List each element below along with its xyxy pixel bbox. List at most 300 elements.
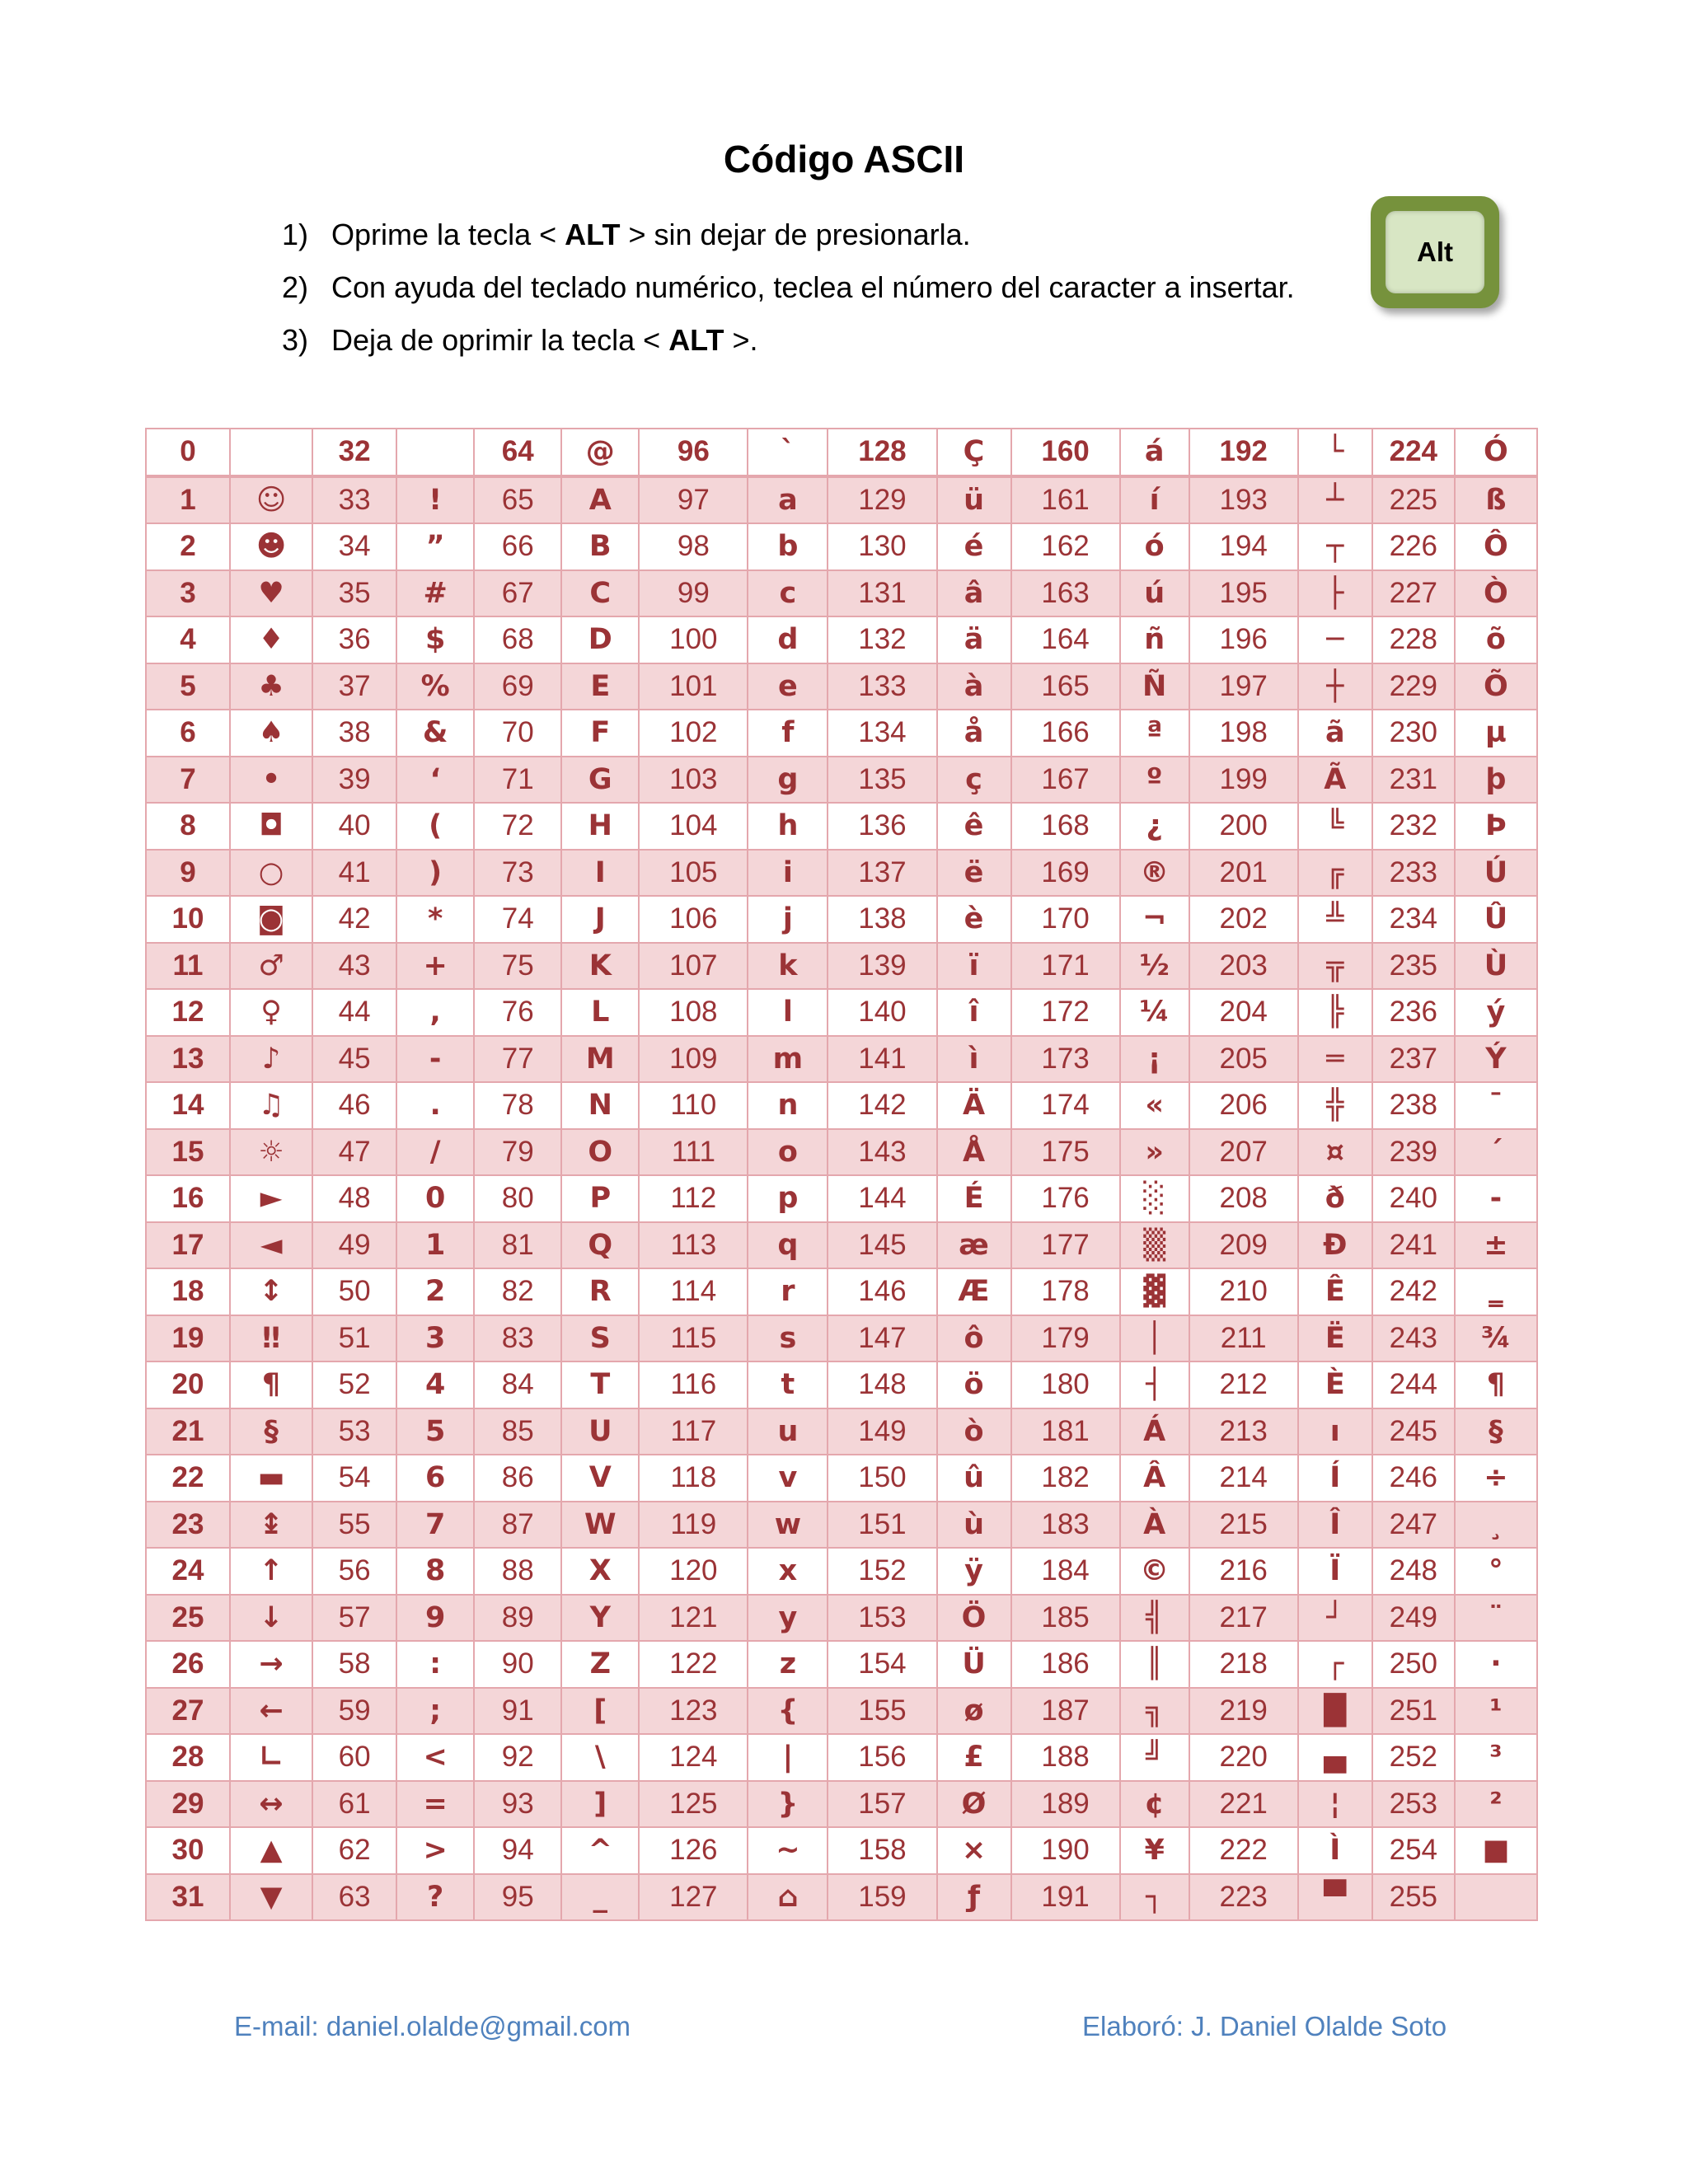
ascii-char-cell: ^ xyxy=(561,1827,639,1874)
table-row xyxy=(146,1408,1537,1455)
ascii-code-cell: 64 xyxy=(474,429,561,476)
ascii-code-cell: 20 xyxy=(146,1361,230,1408)
ascii-char-cell: ▄ xyxy=(1298,1734,1372,1781)
ascii-code-cell: 203 xyxy=(1189,943,1298,990)
ascii-code-cell: 72 xyxy=(474,803,561,850)
ascii-char-cell: y xyxy=(748,1595,828,1642)
ascii-code-cell: 123 xyxy=(639,1688,748,1735)
ascii-char-cell: Æ xyxy=(937,1268,1011,1315)
ascii-char-cell: ▒ xyxy=(1120,1222,1189,1269)
ascii-char-cell: ä xyxy=(937,616,1011,663)
ascii-code-cell: 59 xyxy=(312,1688,396,1735)
ascii-char-cell: Õ xyxy=(1455,663,1537,710)
ascii-code-cell: 75 xyxy=(474,943,561,990)
ascii-code-cell: 28 xyxy=(146,1734,230,1781)
ascii-code-cell: 106 xyxy=(639,896,748,943)
ascii-code-cell: 176 xyxy=(1011,1175,1120,1222)
ascii-char-cell: ! xyxy=(396,476,474,524)
ascii-char-cell: → xyxy=(230,1641,312,1688)
alt-key-label: Alt xyxy=(1386,211,1484,293)
ascii-char-cell: R xyxy=(561,1268,639,1315)
ascii-char-cell: ð xyxy=(1298,1175,1372,1222)
ascii-code-cell: 208 xyxy=(1189,1175,1298,1222)
ascii-char-cell: █ xyxy=(1298,1688,1372,1735)
ascii-code-cell: 17 xyxy=(146,1222,230,1269)
ascii-code-cell: 146 xyxy=(828,1268,936,1315)
ascii-char-cell: ü xyxy=(937,476,1011,524)
ascii-code-cell: 234 xyxy=(1372,896,1455,943)
ascii-char-cell: ║ xyxy=(1120,1641,1189,1688)
ascii-char-cell: × xyxy=(937,1827,1011,1874)
ascii-char-cell: ó xyxy=(1120,523,1189,570)
ascii-code-cell: 128 xyxy=(828,429,936,476)
ascii-char-cell: P xyxy=(561,1175,639,1222)
ascii-char-cell: } xyxy=(748,1781,828,1828)
ascii-char-cell: p xyxy=(748,1175,828,1222)
ascii-code-cell: 8 xyxy=(146,803,230,850)
ascii-code-cell: 212 xyxy=(1189,1361,1298,1408)
ascii-char-cell: ╬ xyxy=(1298,1082,1372,1129)
ascii-char-cell: Á xyxy=(1120,1408,1189,1455)
ascii-char-cell: @ xyxy=(561,429,639,476)
instruction-item xyxy=(282,213,1295,265)
ascii-code-cell: 152 xyxy=(828,1548,936,1595)
footer-email: E-mail: daniel.olalde@gmail.com xyxy=(234,2011,631,2041)
ascii-code-cell: 153 xyxy=(828,1595,936,1642)
ascii-char-cell: ╝ xyxy=(1120,1734,1189,1781)
ascii-char-cell: ♠ xyxy=(230,710,312,757)
ascii-char-cell: À xyxy=(1120,1502,1189,1549)
ascii-char-cell: ¹ xyxy=(1455,1688,1537,1735)
ascii-char-cell: ù xyxy=(937,1502,1011,1549)
ascii-code-cell: 134 xyxy=(828,710,936,757)
ascii-char-cell: 2 xyxy=(396,1268,474,1315)
ascii-char-cell: t xyxy=(748,1361,828,1408)
instruction-number: 1) xyxy=(282,218,309,251)
ascii-code-cell: 179 xyxy=(1011,1315,1120,1362)
ascii-char-cell: ê xyxy=(937,803,1011,850)
ascii-code-cell: 236 xyxy=(1372,989,1455,1036)
ascii-code-cell: 192 xyxy=(1189,429,1298,476)
ascii-char-cell: ± xyxy=(1455,1222,1537,1269)
ascii-char-cell: ┘ xyxy=(1298,1595,1372,1642)
ascii-char-cell: z xyxy=(748,1641,828,1688)
table-row xyxy=(146,850,1537,897)
ascii-code-cell: 211 xyxy=(1189,1315,1298,1362)
ascii-char-cell: è xyxy=(937,896,1011,943)
ascii-char-cell: ◙ xyxy=(230,896,312,943)
ascii-char-cell: ▲ xyxy=(230,1827,312,1874)
ascii-char-cell: q xyxy=(748,1222,828,1269)
ascii-code-cell: 194 xyxy=(1189,523,1298,570)
ascii-code-cell: 14 xyxy=(146,1082,230,1129)
ascii-code-cell: 32 xyxy=(312,429,396,476)
ascii-char-cell: Ì xyxy=(1298,1827,1372,1874)
ascii-code-cell: 142 xyxy=(828,1082,936,1129)
ascii-code-cell: 243 xyxy=(1372,1315,1455,1362)
ascii-code-cell: 85 xyxy=(474,1408,561,1455)
ascii-code-cell: 251 xyxy=(1372,1688,1455,1735)
ascii-code-cell: 249 xyxy=(1372,1595,1455,1642)
ascii-char-cell: - xyxy=(396,1036,474,1083)
ascii-code-cell: 96 xyxy=(639,429,748,476)
ascii-code-cell: 104 xyxy=(639,803,748,850)
ascii-char-cell: ë xyxy=(937,850,1011,897)
ascii-char-cell: 7 xyxy=(396,1502,474,1549)
ascii-char-cell: ¢ xyxy=(1120,1781,1189,1828)
instruction-text: > sin dejar de presionarla. xyxy=(620,218,971,251)
ascii-code-cell: 82 xyxy=(474,1268,561,1315)
ascii-code-cell: 205 xyxy=(1189,1036,1298,1083)
ascii-char-cell: n xyxy=(748,1082,828,1129)
ascii-char-cell: · xyxy=(1455,1641,1537,1688)
ascii-code-cell: 107 xyxy=(639,943,748,990)
ascii-code-cell: 103 xyxy=(639,757,748,804)
ascii-char-cell: Ø xyxy=(937,1781,1011,1828)
ascii-code-cell: 199 xyxy=(1189,757,1298,804)
table-row xyxy=(146,943,1537,990)
ascii-char-cell: o xyxy=(748,1129,828,1176)
ascii-code-cell: 183 xyxy=(1011,1502,1120,1549)
ascii-code-cell: 105 xyxy=(639,850,748,897)
ascii-code-cell: 162 xyxy=(1011,523,1120,570)
ascii-code-cell: 71 xyxy=(474,757,561,804)
ascii-code-cell: 190 xyxy=(1011,1827,1120,1874)
ascii-code-cell: 77 xyxy=(474,1036,561,1083)
ascii-code-cell: 43 xyxy=(312,943,396,990)
ascii-char-cell: ┴ xyxy=(1298,476,1372,524)
table-row xyxy=(146,663,1537,710)
ascii-char-cell: º xyxy=(1120,757,1189,804)
ascii-code-cell: 136 xyxy=(828,803,936,850)
ascii-char-cell: ╩ xyxy=(1298,896,1372,943)
ascii-code-cell: 9 xyxy=(146,850,230,897)
ascii-code-cell: 147 xyxy=(828,1315,936,1362)
ascii-char-cell: Ó xyxy=(1455,429,1537,476)
table-row xyxy=(146,1874,1537,1921)
ascii-char-cell: { xyxy=(748,1688,828,1735)
ascii-char-cell: ¿ xyxy=(1120,803,1189,850)
ascii-code-cell: 154 xyxy=(828,1641,936,1688)
ascii-code-cell: 33 xyxy=(312,476,396,524)
ascii-char-cell: B xyxy=(561,523,639,570)
table-row xyxy=(146,1455,1537,1502)
ascii-char-cell: ¼ xyxy=(1120,989,1189,1036)
ascii-code-cell: 170 xyxy=(1011,896,1120,943)
ascii-code-cell: 60 xyxy=(312,1734,396,1781)
ascii-code-cell: 41 xyxy=(312,850,396,897)
table-row xyxy=(146,1595,1537,1642)
ascii-char-cell: . xyxy=(396,1082,474,1129)
table-row xyxy=(146,1827,1537,1874)
ascii-code-cell: 74 xyxy=(474,896,561,943)
ascii-char-cell: S xyxy=(561,1315,639,1362)
ascii-code-cell: 196 xyxy=(1189,616,1298,663)
ascii-char-cell: ï xyxy=(937,943,1011,990)
ascii-code-cell: 248 xyxy=(1372,1548,1455,1595)
ascii-char-cell: ª xyxy=(1120,710,1189,757)
ascii-code-cell: 42 xyxy=(312,896,396,943)
alt-key-icon xyxy=(1371,196,1499,308)
ascii-char-cell xyxy=(396,429,474,476)
ascii-code-cell: 68 xyxy=(474,616,561,663)
ascii-code-cell: 189 xyxy=(1011,1781,1120,1828)
table-row xyxy=(146,1082,1537,1129)
ascii-char-cell: ♂ xyxy=(230,943,312,990)
table-row xyxy=(146,1129,1537,1176)
ascii-code-cell: 201 xyxy=(1189,850,1298,897)
ascii-char-cell: õ xyxy=(1455,616,1537,663)
ascii-code-cell: 120 xyxy=(639,1548,748,1595)
ascii-char-cell: 6 xyxy=(396,1455,474,1502)
ascii-code-cell: 66 xyxy=(474,523,561,570)
ascii-code-cell: 191 xyxy=(1011,1874,1120,1921)
ascii-char-cell: Q xyxy=(561,1222,639,1269)
ascii-char-cell: │ xyxy=(1120,1315,1189,1362)
ascii-code-cell: 31 xyxy=(146,1874,230,1921)
ascii-char-cell: © xyxy=(1120,1548,1189,1595)
ascii-code-cell: 98 xyxy=(639,523,748,570)
ascii-char-cell: ♣ xyxy=(230,663,312,710)
ascii-code-cell: 178 xyxy=(1011,1268,1120,1315)
ascii-code-cell: 26 xyxy=(146,1641,230,1688)
ascii-char-cell: K xyxy=(561,943,639,990)
ascii-code-cell: 158 xyxy=(828,1827,936,1874)
ascii-code-cell: 195 xyxy=(1189,570,1298,617)
ascii-char-cell: Ò xyxy=(1455,570,1537,617)
ascii-code-cell: 81 xyxy=(474,1222,561,1269)
ascii-char-cell: ú xyxy=(1120,570,1189,617)
ascii-char-cell: ○ xyxy=(230,850,312,897)
ascii-code-cell: 30 xyxy=(146,1827,230,1874)
ascii-code-cell: 172 xyxy=(1011,989,1120,1036)
ascii-code-cell: 87 xyxy=(474,1502,561,1549)
ascii-code-cell: 219 xyxy=(1189,1688,1298,1735)
ascii-code-cell: 108 xyxy=(639,989,748,1036)
ascii-char-cell: ƒ xyxy=(937,1874,1011,1921)
ascii-code-cell: 39 xyxy=(312,757,396,804)
ascii-code-cell: 229 xyxy=(1372,663,1455,710)
ascii-char-cell: ┐ xyxy=(1120,1874,1189,1921)
ascii-char-cell: ³ xyxy=(1455,1734,1537,1781)
ascii-char-cell: 3 xyxy=(396,1315,474,1362)
ascii-code-cell: 250 xyxy=(1372,1641,1455,1688)
ascii-char-cell: ♦ xyxy=(230,616,312,663)
ascii-char-cell: L xyxy=(561,989,639,1036)
ascii-char-cell: i xyxy=(748,850,828,897)
ascii-char-cell: û xyxy=(937,1455,1011,1502)
ascii-char-cell: ¦ xyxy=(1298,1781,1372,1828)
ascii-code-cell: 186 xyxy=(1011,1641,1120,1688)
ascii-char-cell: » xyxy=(1120,1129,1189,1176)
ascii-code-cell: 157 xyxy=(828,1781,936,1828)
ascii-char-cell: ┤ xyxy=(1120,1361,1189,1408)
ascii-code-cell: 217 xyxy=(1189,1595,1298,1642)
ascii-code-cell: 221 xyxy=(1189,1781,1298,1828)
ascii-code-cell: 69 xyxy=(474,663,561,710)
ascii-code-cell: 119 xyxy=(639,1502,748,1549)
ascii-code-cell: 207 xyxy=(1189,1129,1298,1176)
ascii-char-cell: # xyxy=(396,570,474,617)
ascii-char-cell: ┬ xyxy=(1298,523,1372,570)
instruction-key: ALT xyxy=(565,218,621,251)
ascii-char-cell: J xyxy=(561,896,639,943)
ascii-char-cell: ; xyxy=(396,1688,474,1735)
ascii-code-cell: 206 xyxy=(1189,1082,1298,1129)
ascii-code-cell: 210 xyxy=(1189,1268,1298,1315)
ascii-char-cell: þ xyxy=(1455,757,1537,804)
ascii-code-cell: 129 xyxy=(828,476,936,524)
ascii-code-cell: 174 xyxy=(1011,1082,1120,1129)
ascii-code-cell: 224 xyxy=(1372,429,1455,476)
ascii-char-cell: ╠ xyxy=(1298,989,1372,1036)
ascii-char-cell: ▼ xyxy=(230,1874,312,1921)
ascii-char-cell: ¶ xyxy=(230,1361,312,1408)
ascii-code-cell: 25 xyxy=(146,1595,230,1642)
ascii-char-cell: ° xyxy=(1455,1548,1537,1595)
ascii-code-cell: 232 xyxy=(1372,803,1455,850)
ascii-code-cell: 0 xyxy=(146,429,230,476)
ascii-code-cell: 200 xyxy=(1189,803,1298,850)
instruction-item xyxy=(282,265,1295,318)
ascii-char-cell: Ö xyxy=(937,1595,1011,1642)
ascii-char-cell: ‼ xyxy=(230,1315,312,1362)
ascii-code-cell: 220 xyxy=(1189,1734,1298,1781)
ascii-char-cell: 1 xyxy=(396,1222,474,1269)
ascii-code-cell: 165 xyxy=(1011,663,1120,710)
ascii-code-cell: 168 xyxy=(1011,803,1120,850)
ascii-char-cell: w xyxy=(748,1502,828,1549)
table-row xyxy=(146,476,1537,524)
ascii-code-cell: 6 xyxy=(146,710,230,757)
ascii-char-cell: k xyxy=(748,943,828,990)
ascii-code-cell: 254 xyxy=(1372,1827,1455,1874)
ascii-char-cell: v xyxy=(748,1455,828,1502)
ascii-code-cell: 92 xyxy=(474,1734,561,1781)
ascii-code-cell: 99 xyxy=(639,570,748,617)
ascii-code-cell: 242 xyxy=(1372,1268,1455,1315)
ascii-code-cell: 62 xyxy=(312,1827,396,1874)
ascii-char-cell: ■ xyxy=(1455,1827,1537,1874)
instruction-number: 3) xyxy=(282,323,309,357)
ascii-code-cell: 115 xyxy=(639,1315,748,1362)
ascii-char-cell: & xyxy=(396,710,474,757)
instruction-key: ALT xyxy=(668,323,724,357)
ascii-char-cell: Ð xyxy=(1298,1222,1372,1269)
ascii-code-cell: 18 xyxy=(146,1268,230,1315)
ascii-char-cell: + xyxy=(396,943,474,990)
ascii-char-cell: ╗ xyxy=(1120,1688,1189,1735)
ascii-char-cell: T xyxy=(561,1361,639,1408)
ascii-code-cell: 184 xyxy=(1011,1548,1120,1595)
ascii-code-cell: 37 xyxy=(312,663,396,710)
instructions-list xyxy=(282,213,1295,371)
ascii-code-cell: 27 xyxy=(146,1688,230,1735)
ascii-char-cell: : xyxy=(396,1641,474,1688)
ascii-char-cell: æ xyxy=(937,1222,1011,1269)
ascii-code-cell: 181 xyxy=(1011,1408,1120,1455)
ascii-char-cell: G xyxy=(561,757,639,804)
ascii-code-cell: 114 xyxy=(639,1268,748,1315)
ascii-code-cell: 93 xyxy=(474,1781,561,1828)
ascii-code-cell: 239 xyxy=(1372,1129,1455,1176)
ascii-code-cell: 164 xyxy=(1011,616,1120,663)
ascii-code-cell: 197 xyxy=(1189,663,1298,710)
ascii-char-cell: 0 xyxy=(396,1175,474,1222)
ascii-char-cell: U xyxy=(561,1408,639,1455)
ascii-code-cell: 24 xyxy=(146,1548,230,1595)
ascii-code-cell: 53 xyxy=(312,1408,396,1455)
ascii-char-cell: X xyxy=(561,1548,639,1595)
ascii-char-cell: È xyxy=(1298,1361,1372,1408)
ascii-code-cell: 246 xyxy=(1372,1455,1455,1502)
ascii-code-cell: 86 xyxy=(474,1455,561,1502)
ascii-code-cell: 163 xyxy=(1011,570,1120,617)
ascii-char-cell: E xyxy=(561,663,639,710)
ascii-code-cell: 1 xyxy=(146,476,230,524)
table-row xyxy=(146,710,1537,757)
ascii-code-cell: 130 xyxy=(828,523,936,570)
ascii-char-cell: à xyxy=(937,663,1011,710)
ascii-code-cell: 245 xyxy=(1372,1408,1455,1455)
ascii-code-cell: 235 xyxy=(1372,943,1455,990)
ascii-char-cell: ~ xyxy=(748,1827,828,1874)
ascii-code-cell: 78 xyxy=(474,1082,561,1129)
ascii-code-cell: 155 xyxy=(828,1688,936,1735)
ascii-char-cell: ã xyxy=(1298,710,1372,757)
ascii-char-cell: H xyxy=(561,803,639,850)
ascii-char-cell: ‗ xyxy=(1455,1268,1537,1315)
ascii-char-cell: ↑ xyxy=(230,1548,312,1595)
ascii-char-cell: ÷ xyxy=(1455,1455,1537,1502)
ascii-char-cell: ☼ xyxy=(230,1129,312,1176)
ascii-code-cell: 83 xyxy=(474,1315,561,1362)
ascii-code-cell: 118 xyxy=(639,1455,748,1502)
ascii-char-cell: ) xyxy=(396,850,474,897)
ascii-char-cell: ═ xyxy=(1298,1036,1372,1083)
ascii-char-cell: ↕ xyxy=(230,1268,312,1315)
ascii-code-cell: 29 xyxy=(146,1781,230,1828)
ascii-code-cell: 13 xyxy=(146,1036,230,1083)
ascii-char-cell: Ü xyxy=(937,1641,1011,1688)
ascii-char-cell xyxy=(230,429,312,476)
ascii-code-cell: 132 xyxy=(828,616,936,663)
page-title: Código ASCII xyxy=(723,138,965,180)
ascii-char-cell: Å xyxy=(937,1129,1011,1176)
ascii-code-cell: 214 xyxy=(1189,1455,1298,1502)
ascii-char-cell: V xyxy=(561,1455,639,1502)
ascii-code-cell: 135 xyxy=(828,757,936,804)
ascii-code-cell: 171 xyxy=(1011,943,1120,990)
ascii-code-cell: 52 xyxy=(312,1361,396,1408)
ascii-code-cell: 22 xyxy=(146,1455,230,1502)
ascii-code-cell: 34 xyxy=(312,523,396,570)
ascii-code-cell: 23 xyxy=(146,1502,230,1549)
ascii-code-cell: 127 xyxy=(639,1874,748,1921)
ascii-code-cell: 140 xyxy=(828,989,936,1036)
ascii-code-cell: 143 xyxy=(828,1129,936,1176)
instruction-item xyxy=(282,318,1295,371)
ascii-code-cell: 80 xyxy=(474,1175,561,1222)
ascii-char-cell: I xyxy=(561,850,639,897)
ascii-code-cell: 76 xyxy=(474,989,561,1036)
ascii-code-cell: 51 xyxy=(312,1315,396,1362)
ascii-char-cell: ÿ xyxy=(937,1548,1011,1595)
ascii-code-cell: 133 xyxy=(828,663,936,710)
ascii-code-cell: 122 xyxy=(639,1641,748,1688)
table-row xyxy=(146,1734,1537,1781)
ascii-char-cell: Ë xyxy=(1298,1315,1372,1362)
